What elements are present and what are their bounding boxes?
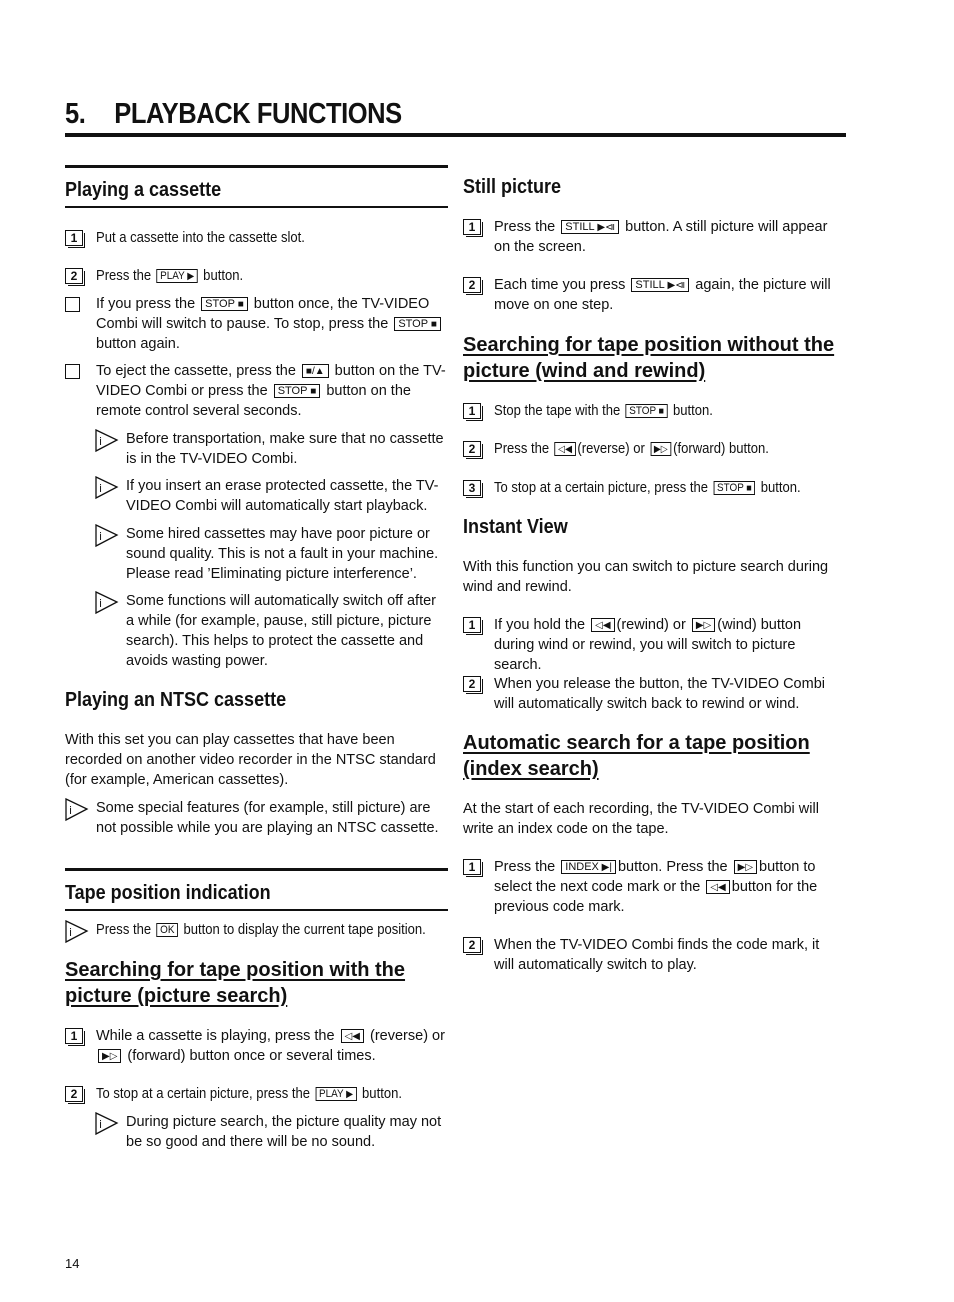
reverse-icon: ◁◀ <box>558 444 573 455</box>
section-heading-playing-cassette: Playing a cassette <box>65 165 448 208</box>
step-wind-stop-picture: 3 To stop at a certain picture, press the STOP ■ button. <box>463 478 843 498</box>
info-erase-protected: i If you insert an erase protected cassette, the TV-VIDEO Combi will automatically start playback. <box>65 476 448 516</box>
ok-key: OK <box>157 923 179 937</box>
forward-icon: ▶▷ <box>102 1051 118 1062</box>
step-number: 2 <box>65 1086 83 1102</box>
reverse-icon: ◁◀ <box>710 882 726 893</box>
info-icon <box>95 591 119 615</box>
info-icon <box>65 798 89 822</box>
still-icon: ▶⧏ <box>594 222 616 233</box>
ntsc-body: With this set you can play cassettes that have been recorded on another video recorder in the NTSC standard (for example, American cassettes). <box>65 732 436 788</box>
index-search-body: At the start of each recording, the TV-VIDEO Combi will write an index code on the tape. <box>463 801 819 837</box>
stop-icon: ■ <box>656 406 665 417</box>
info-ntsc: i Some special features (for example, still picture) are not possible while you are playing an NTSC cassette. <box>65 798 448 838</box>
info-hired-cassettes: i Some hired cassettes may have poor picture or sound quality. This is not a fault in your machine. Please read ’Eliminating picture interference’. <box>65 524 448 584</box>
play-icon: ▶ <box>184 271 195 282</box>
step-number: 1 <box>65 230 83 246</box>
section-heading-picture-search: Searching for tape position with the picture (picture search) <box>65 959 406 1007</box>
step-index-press: 1 Press the INDEX ▶| button. Press the ▶▷ button to select the next code mark or the ◁◀ button for the previous code mark. <box>463 857 843 917</box>
stop-key: STOP ■ <box>713 481 755 495</box>
section-heading-instant-view: Instant View <box>463 516 568 538</box>
section-heading-still-picture: Still picture <box>463 176 562 198</box>
stop-key: STOP ■ <box>626 404 668 418</box>
step-wind-press: 2 Press the ◁◀ (reverse) or ▶▷ (forward) button. <box>463 439 843 459</box>
stop-key: STOP ■ <box>201 297 248 311</box>
forward-key <box>650 442 671 456</box>
note-stop-pause: If you press the STOP ■ button once, the TV-VIDEO Combi will switch to pause. To stop, press the STOP ■ button again. <box>65 294 448 354</box>
forward-icon: ▶▷ <box>653 444 668 455</box>
checkbox-bullet <box>65 297 80 312</box>
chapter-title: PLAYBACK FUNCTIONS <box>114 98 402 130</box>
section-heading-ntsc: Playing an NTSC cassette <box>65 689 287 711</box>
info-icon <box>95 476 119 500</box>
info-auto-switch-off: i Some functions will automatically switch off after a while (for example, pause, still picture, picture search). This helps to protect the cassette and avoids wasting power. <box>65 591 448 671</box>
stop-eject-icon: ■/▲ <box>305 366 325 377</box>
svg-text:i: i <box>69 804 73 817</box>
chapter-number: 5. <box>65 98 86 130</box>
title-rule <box>65 133 846 137</box>
step-number: 2 <box>463 676 481 692</box>
stop-icon: ■ <box>428 319 437 330</box>
page-title <box>65 94 752 134</box>
note-eject: To eject the cassette, press the ■/▲ button on the TV-VIDEO Combi or press the STOP ■ button on the remote control several seconds. <box>65 361 448 421</box>
step-number: 1 <box>463 403 481 419</box>
stop-icon: ■ <box>307 386 317 397</box>
info-tape-position: i Press the OK button to display the current tape position. <box>65 920 448 940</box>
step-number: 1 <box>463 859 481 875</box>
step-number: 1 <box>463 617 481 633</box>
still-key: STILL ▶⧏ <box>631 278 689 292</box>
step-number: 3 <box>463 480 481 496</box>
wind-key <box>692 618 715 632</box>
step-picture-search-stop: 2 To stop at a certain picture, press the PLAY ▶ button. <box>65 1084 448 1104</box>
still-key: STILL ▶⧏ <box>561 220 619 234</box>
reverse-key <box>555 442 576 456</box>
step-still-press: 1 Press the STILL ▶⧏ button. A still picture will appear on the screen. <box>463 217 843 257</box>
step-index-found: 2 When the TV-VIDEO Combi finds the code mark, it will automatically switch to play. <box>463 935 843 975</box>
forward-key <box>98 1049 121 1063</box>
step-picture-search-start: 1 While a cassette is playing, press the ◁◀ (reverse) or ▶▷ (forward) button once or several times. <box>65 1026 448 1066</box>
svg-text:i: i <box>99 435 103 448</box>
info-icon <box>65 920 89 944</box>
info-transportation: i Before transportation, make sure that no cassette is in the TV-VIDEO Combi. <box>65 429 448 469</box>
stop-icon: ■ <box>234 299 244 310</box>
reverse-key <box>706 880 729 894</box>
index-icon: ▶| <box>598 862 612 873</box>
step-instant-release: 2 When you release the button, the TV-VIDEO Combi will automatically switch back to rewind or wind. <box>463 674 843 714</box>
still-icon: ▶⧏ <box>664 280 686 291</box>
svg-text:i: i <box>99 1118 103 1131</box>
instant-view-body: With this function you can switch to picture search during wind and rewind. <box>463 559 829 595</box>
stop-key: STOP ■ <box>274 384 321 398</box>
step-press-play: 2 Press the PLAY ▶ button. <box>65 266 448 286</box>
play-key: PLAY ▶ <box>157 269 198 283</box>
svg-text:i: i <box>99 482 103 495</box>
info-icon <box>95 1112 119 1136</box>
checkbox-bullet <box>65 364 80 379</box>
step-put-cassette: 1 Put a cassette into the cassette slot. <box>65 228 448 248</box>
rewind-icon: ◁◀ <box>595 620 611 631</box>
step-number: 2 <box>463 277 481 293</box>
stop-eject-key <box>302 364 329 378</box>
reverse-icon: ◁◀ <box>344 1031 360 1042</box>
step-instant-hold: 1 If you hold the ◁◀ (rewind) or ▶▷ (wind) button during wind or rewind, you will switch to picture search. <box>463 615 843 675</box>
play-icon: ▶ <box>343 1089 354 1100</box>
rewind-key <box>591 618 614 632</box>
step-wind-stop: 1 Stop the tape with the STOP ■ button. <box>463 401 843 421</box>
index-key: INDEX ▶| <box>561 860 616 874</box>
step-number: 1 <box>65 1028 83 1044</box>
section-heading-wind-rewind: Searching for tape position without the picture (wind and rewind) <box>463 334 835 382</box>
info-picture-quality: i During picture search, the picture quality may not be so good and there will be no sound. <box>65 1112 448 1152</box>
section-heading-tape-position: Tape position indication <box>65 868 448 911</box>
step-number: 2 <box>65 268 83 284</box>
forward-icon: ▶▷ <box>737 862 754 873</box>
step-number: 2 <box>463 937 481 953</box>
stop-icon: ■ <box>743 483 752 494</box>
info-icon <box>95 429 119 453</box>
reverse-key <box>341 1029 364 1043</box>
step-still-step: 2 Each time you press STILL ▶⧏ again, the picture will move on one step. <box>463 275 843 315</box>
info-icon <box>95 524 119 548</box>
svg-text:i: i <box>99 597 103 610</box>
stop-key: STOP ■ <box>394 317 441 331</box>
wind-icon: ▶▷ <box>695 620 712 631</box>
section-heading-index-search: Automatic search for a tape position (index search) <box>463 732 810 780</box>
play-key: PLAY ▶ <box>315 1087 356 1101</box>
svg-text:i: i <box>99 530 103 543</box>
page-number: 14 <box>65 1256 80 1271</box>
svg-text:i: i <box>69 926 73 939</box>
step-number: 2 <box>463 441 481 457</box>
forward-key <box>734 860 757 874</box>
step-number: 1 <box>463 219 481 235</box>
